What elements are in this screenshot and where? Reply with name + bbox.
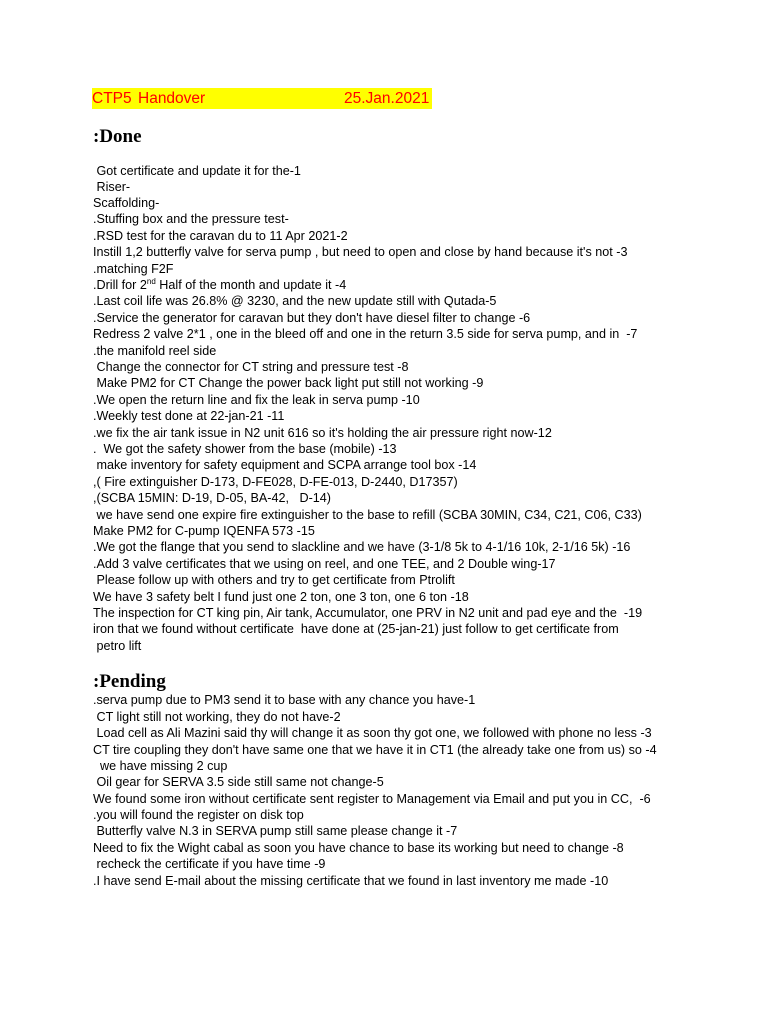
done-line: ,(SCBA 15MIN: D-19, D-05, BA-42, D-14) <box>93 491 331 505</box>
done-line: .We got the flange that you send to slackline and we have (3-1/8 5k to 4-1/16 10k, 2-1/16 5k) -16 <box>93 540 631 554</box>
done-line: we have send one expire fire extinguisher to the base to refill (SCBA 30MIN, C34, C21, C06, C33) <box>93 508 642 522</box>
done-line: iron that we found without certificate have done at (25-jan-21) just follow to get certificate from <box>93 622 619 636</box>
done-line: petro lift <box>93 639 142 653</box>
done-line: .the manifold reel side <box>93 344 217 358</box>
done-line: Scaffolding- <box>93 196 160 210</box>
done-line: .we fix the air tank issue in N2 unit 616 so it's holding the air pressure right now-12 <box>93 426 552 440</box>
done-line: Make PM2 for C-pump IQENFA 573 -15 <box>93 524 315 538</box>
done-line: Instill 1,2 butterfly valve for serva pump , but need to open and close by hand because it's not -3 <box>93 245 628 259</box>
pending-heading: :Pending <box>93 671 166 692</box>
done-line: The inspection for CT king pin, Air tank, Accumulator, one PRV in N2 unit and pad eye and the -19 <box>93 606 643 620</box>
drill-text-rest: Half of the month and update it -4 <box>155 278 347 292</box>
pending-line: .you will found the register on disk top <box>93 808 304 822</box>
pending-line: Load cell as Ali Mazini said thy will change it as soon thy got one, we followed with phone no less -3 <box>93 726 652 740</box>
done-line: ,( Fire extinguisher D-173, D-FE028, D-FE-013, D-2440, D17357) <box>93 475 458 489</box>
done-line: Change the connector for CT string and pressure test -8 <box>93 360 409 374</box>
done-line: .matching F2F <box>93 262 174 276</box>
done-line: Riser- <box>93 180 131 194</box>
done-line: Got certificate and update it for the-1 <box>93 164 301 178</box>
done-line: .Add 3 valve certificates that we using on reel, and one TEE, and 2 Double wing-17 <box>93 557 556 571</box>
pending-line: Butterfly valve N.3 in SERVA pump still same please change it -7 <box>93 824 458 838</box>
pending-line: CT light still not working, they do not have-2 <box>93 710 341 724</box>
done-line: .Service the generator for caravan but they don't have diesel filter to change -6 <box>93 311 531 325</box>
done-line: Please follow up with others and try to get certificate from Ptrolift <box>93 573 455 587</box>
header-date: 25.Jan.2021 <box>344 90 430 107</box>
pending-line: recheck the certificate if you have time -9 <box>93 857 326 871</box>
pending-line: CT tire coupling they don't have same one that we have it in CT1 (the already take one from us) so -4 <box>93 743 657 757</box>
done-line: .Weekly test done at 22-jan-21 -11 <box>93 409 285 423</box>
done-line: We have 3 safety belt I fund just one 2 ton, one 3 ton, one 6 ton -18 <box>93 590 469 604</box>
done-line: .We open the return line and fix the leak in serva pump -10 <box>93 393 420 407</box>
done-line: .RSD test for the caravan du to 11 Apr 2021-2 <box>93 229 348 243</box>
done-line: make inventory for safety equipment and SCPA arrange tool box -14 <box>93 458 477 472</box>
header-label: CTP5 <box>92 90 132 107</box>
pending-line: We found some iron without certificate sent register to Management via Email and put you in CC, -6 <box>93 792 651 806</box>
header-title: Handover <box>138 90 206 107</box>
drill-superscript: nd <box>146 277 156 286</box>
done-line: .Stuffing box and the pressure test- <box>93 212 289 226</box>
pending-line: we have missing 2 cup <box>93 759 228 773</box>
pending-line: .I have send E-mail about the missing certificate that we found in last inventory me made -10 <box>93 874 609 888</box>
done-heading: :Done <box>93 126 142 147</box>
drill-text: .Drill for 2 <box>93 278 147 292</box>
done-line: Make PM2 for CT Change the power back light put still not working -9 <box>93 376 484 390</box>
done-line: Redress 2 valve 2*1 , one in the bleed off and one in the return 3.5 side for serva pump, and in -7 <box>93 327 638 341</box>
handover-title-bar <box>92 88 432 109</box>
done-line-drill <box>93 277 346 293</box>
pending-line: Oil gear for SERVA 3.5 side still same not change-5 <box>93 775 384 789</box>
done-line: .Last coil life was 26.8% @ 3230, and the new update still with Qutada-5 <box>93 294 497 308</box>
done-line: . We got the safety shower from the base (mobile) -13 <box>93 442 397 456</box>
pending-line: .serva pump due to PM3 send it to base with any chance you have-1 <box>93 693 476 707</box>
pending-line: Need to fix the Wight cabal as soon you have chance to base its working but need to change -8 <box>93 841 624 855</box>
